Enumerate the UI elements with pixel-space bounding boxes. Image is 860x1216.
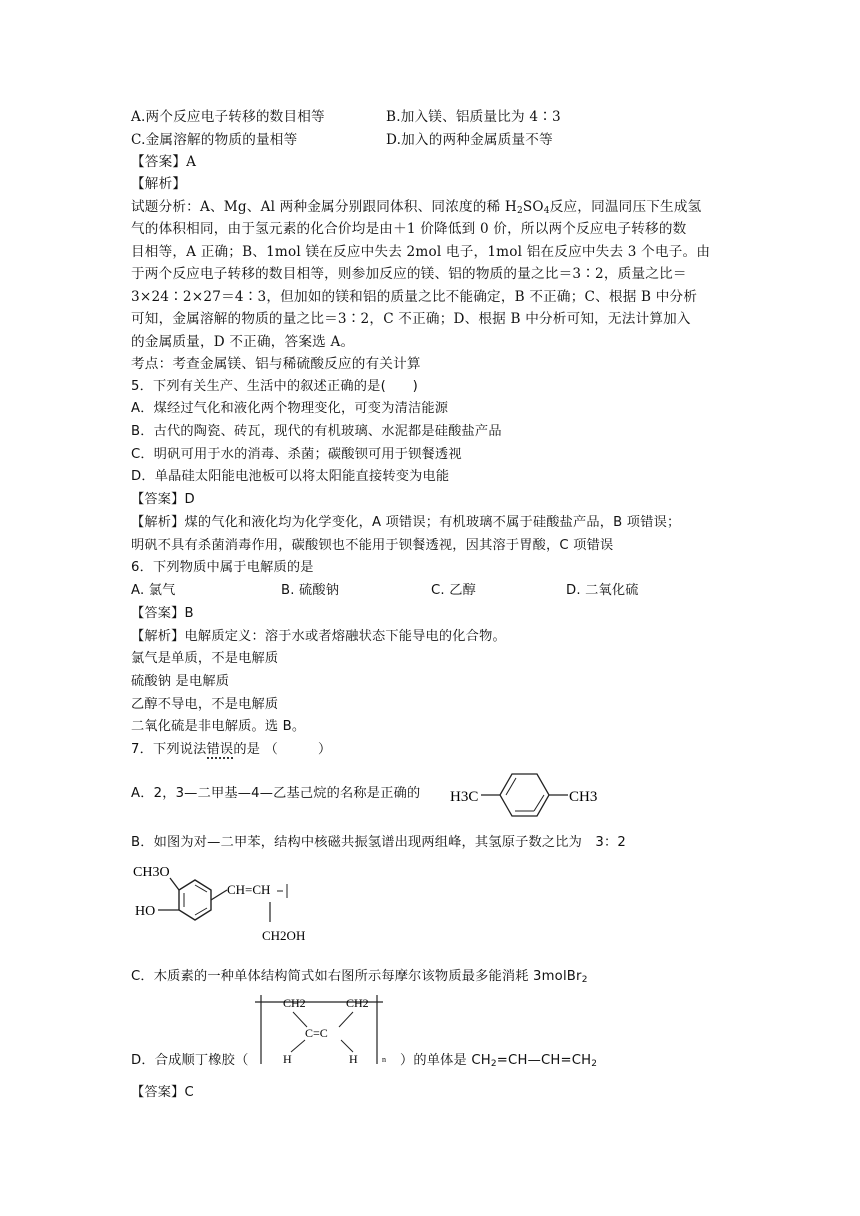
q4-analysis-heading: 【解析】 <box>131 176 187 192</box>
q7-option-d-prefix: D．合成顺丁橡胶（ <box>131 1053 249 1068</box>
q5-option-a: A．煤经过气化和液化两个物理变化，可变为清洁能源 <box>131 401 449 416</box>
q5-option-c: C．明矾可用于水的消毒、杀菌；碳酸钡可用于钡餐透视 <box>131 447 462 462</box>
q4-answer: 【答案】A <box>131 154 197 170</box>
q6-analysis: 【解析】电解质定义：溶于水或者熔融状态下能导电的化合物。 <box>131 629 506 644</box>
q6-analysis-line-2: 硫酸钠 是电解质 <box>131 674 230 689</box>
q7-option-a: A．2，3—二甲基—4—乙基己烷的名称是正确的 <box>131 786 421 801</box>
lignin-ch3o-label: CH3O <box>133 865 170 880</box>
rubber-ch2-left: CH2 <box>283 996 306 1010</box>
lignin-monomer-structure <box>131 858 321 948</box>
q4-option-a: A.两个反应电子转移的数目相等 <box>131 109 325 125</box>
q4-analysis-line-2: 气的体积相同，由于氢元素的化合价均是由＋1 价降低到 0 价，所以两个反应电子转移的数 <box>131 221 687 237</box>
p-xylene-structure <box>448 768 608 820</box>
xylene-right-label: CH3 <box>569 789 598 805</box>
q7-stem: 7．下列说法错误的是 （ ） <box>131 742 332 757</box>
q5-analysis-line-1: 【解析】煤的气化和液化均为化学变化，A 项错误；有机玻璃不属于硅酸盐产品，B 项错误； <box>131 515 681 530</box>
q6-answer: 【答案】B <box>131 606 194 621</box>
q6-option-c: C. 乙醇 <box>431 583 476 598</box>
lignin-chain-label: CH=CH <box>227 882 271 897</box>
q4-analysis-line-7: 的金属质量，D 不正确，答案选 A。 <box>131 334 355 350</box>
rubber-h-right: H <box>349 1052 358 1066</box>
rubber-n-subscript: n <box>382 1055 386 1064</box>
q6-option-d: D. 二氧化硫 <box>566 583 639 598</box>
q6-analysis-line-4: 二氧化硫是非电解质。选 B。 <box>131 719 306 734</box>
rubber-ch2-right: CH2 <box>346 996 369 1010</box>
q4-option-c: C.金属溶解的物质的量相等 <box>131 132 298 148</box>
q4-option-d: D.加入的两种金属质量不等 <box>386 132 553 148</box>
q5-answer: 【答案】D <box>131 492 195 507</box>
xylene-left-label: H3C <box>450 789 479 805</box>
q7-option-d-suffix: ）的单体是 $CH_2=CH—CH=CH_2$ <box>400 1053 598 1069</box>
q7-answer: 【答案】C <box>131 1085 194 1100</box>
cis-polybutadiene-structure <box>253 990 401 1072</box>
q4-option-b: B.加入镁、铝质量比为 4∶3 <box>386 109 561 125</box>
q4-analysis-line-1: 试题分析：A、Mg、Al 两种金属分别跟同体积、同浓度的稀 $H_2SO_4$反应，同温同压下生成氢 <box>131 199 702 216</box>
q7-option-b: B．如图为对—二甲苯，结构中核磁共振氢谱出现两组峰，其氢原子数之比为 3：2 <box>131 835 626 850</box>
q6-analysis-line-3: 乙醇不导电，不是电解质 <box>131 697 279 712</box>
q4-analysis-line-4: 于两个反应电子转移的数目相等，则参加反应的镁、铝的物质的量之比＝3∶2，质量之比＝ <box>131 266 687 282</box>
q5-option-b: B．古代的陶瓷、砖瓦，现代的有机玻璃、水泥都是硅酸盐产品 <box>131 424 502 439</box>
lignin-ho-label: HO <box>135 904 156 919</box>
q6-option-b: B. 硫酸钠 <box>281 583 340 598</box>
q4-analysis-line-3: 目相等，A 正确；B、1mol 镁在反应中失去 2mol 电子，1mol 铝在反应中失去 3 个电子。由 <box>131 244 711 260</box>
rubber-cc-label: C=C <box>305 1026 328 1040</box>
lignin-ch2oh-label: CH2OH <box>262 928 306 943</box>
q4-analysis-line-5: 3×24∶2×27＝4∶3，但加如的镁和铝的质量之比不能确定，B 不正确；C、根据 B 中分析 <box>131 289 698 305</box>
q7-option-c: C．木质素的一种单体结构简式如右图所示每摩尔该物质最多能消耗 3molBr$_2$ <box>131 969 588 985</box>
q4-topic: 考点：考查金属镁、铝与稀硫酸反应的有关计算 <box>131 356 421 372</box>
q7-stem-emphasis: 错误 <box>206 742 234 757</box>
q6-stem: 6．下列物质中属于电解质的是 <box>131 560 314 575</box>
rubber-h-left: H <box>283 1052 292 1066</box>
q5-stem: 5．下列有关生产、生活中的叙述正确的是( ) <box>131 379 419 394</box>
q5-analysis-line-2: 明矾不具有杀菌消毒作用，碳酸钡也不能用于钡餐透视，因其溶于胃酸，C 项错误 <box>131 538 614 553</box>
q6-analysis-line-1: 氯气是单质，不是电解质 <box>131 651 279 666</box>
q6-option-a: A. 氯气 <box>131 583 176 598</box>
q5-option-d: D．单晶硅太阳能电池板可以将太阳能直接转变为电能 <box>131 469 450 484</box>
q4-analysis-line-6: 可知，金属溶解的物质的量之比＝3∶2，C 不正确；D、根据 B 中分析可知，无法计算加入 <box>131 311 691 327</box>
